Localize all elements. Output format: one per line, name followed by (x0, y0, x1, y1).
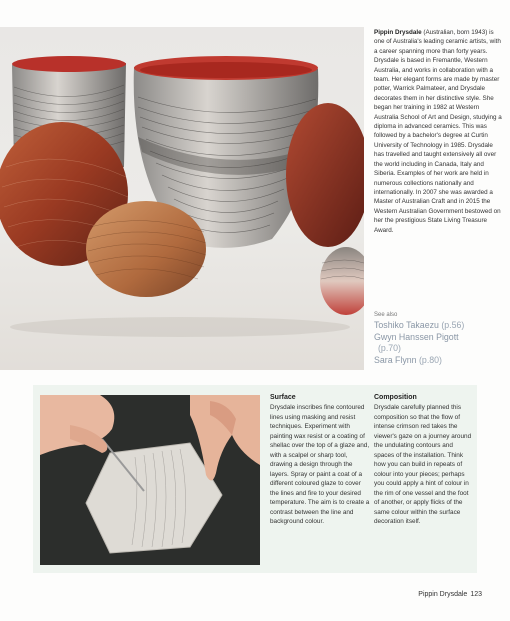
small-orb-right (320, 247, 364, 315)
artist-name: Pippin Drysdale (374, 29, 422, 36)
surface-text: Drysdale inscribes fine contoured lines using masking and resist techniques. Experiment with painting wax resist or a coating of shellac over the top of a glaze and, with a scalpel or sharp tool, drawing a design through the layers. Spray or paint a coat of a different coloured glaze to cover the lines and fire to your desired temperature. The aim is to create a contrast between the line and background colour. (270, 404, 370, 525)
see-also-link-pigott[interactable]: Gwyn Hanssen Pigott (p.70) (374, 331, 459, 353)
page-number: 123 (470, 591, 482, 598)
bio-text: (Australian, born 1943) is one of Australia's leading ceramic artists, with a career spanning more than forty years. Drysdale is based in Fremantle, Western Australia, and works in collaboration with a team. Her elegant forms are made by master potter, Warrick Palmateer, and Drysdale decorates them in her distinctive style. She began her training in 1982 at Western Australia School of Art and Design, studying a diploma in advanced ceramics. This was followed by a bachelor's degree at Curtin University of Technology in 1985. Drysdale has travelled and taught extensively all over the world including in Canada, Italy and Siberia. Examples of her work are held in numerous collections nationally and internationally. In 2007 she was awarded a Master of Australian Craft and in 2015 the Western Australian Government bestowed on her the prestigious State Living Treasure Award. (374, 29, 502, 234)
see-also-link-flynn[interactable]: Sara Flynn (p.80) (374, 354, 442, 365)
see-also-section (374, 312, 504, 366)
artist-bio (374, 28, 502, 235)
tan-orb-middle (86, 201, 206, 297)
see-also-link-takaezu[interactable]: Toshiko Takaezu (p.56) (374, 320, 465, 330)
main-ceramics-photo (0, 27, 364, 370)
technique-photo (40, 395, 260, 565)
footer-artist: Pippin Drysdale (418, 591, 468, 598)
surface-column (270, 393, 370, 527)
see-also-label: See also (374, 312, 398, 318)
composition-column (374, 393, 474, 527)
surface-heading: Surface (270, 394, 296, 401)
composition-text: Drysdale carefully planned this composition so that the flow of intense crimson red takes the viewer's gaze on a journey around the undulating contours and spaces of the installation. Think how you can build in repeats of colour into your pieces; perhaps you could apply a hint of colour in the rim of one vessel and the foot of another, or apply flicks of the same colour within the surface decoration itself. (374, 404, 472, 525)
page-footer (418, 591, 482, 598)
composition-heading: Composition (374, 394, 417, 401)
